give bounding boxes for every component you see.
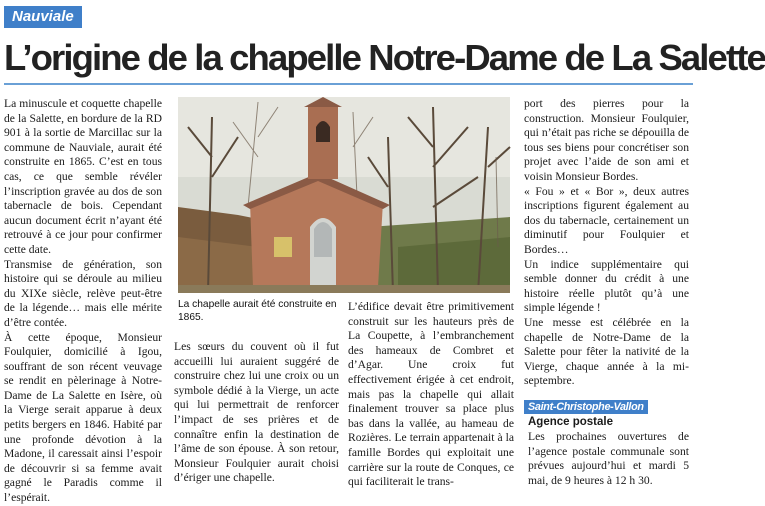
paragraph: Transmise de génération, son histoire qui se déroule au milieu du XIXe siècle, relève peut-être de la légende… mais elle mérite d’être contée. (4, 257, 162, 329)
paragraph: La minuscule et coquette chapelle de la Salette, en bordure de la RD 901 à la sortie de Marcillac sur la commune de Nauviale, aurait été construite en 1865. C’est en tous cas, ce que semble révéler l’inscription gravée au dos de son tabernacle de bois. Cependant aucun document écrit n’ayant été retrouvé à ce jour pour confirmer cette date. (4, 97, 162, 256)
chapel-photo (178, 97, 510, 293)
brief-location-tag: Saint-Christophe-Vallon (524, 400, 648, 414)
photo-caption: La chapelle aurait été construite en 1865. (178, 299, 337, 323)
paragraph: L’édifice devait être primitivement construit sur les hauteurs près de La Coupette, à l’embranchement des hameaux de Combret et d’Agar. Une croix fut effectivement érigée à cet endroit, mais pas la chapelle qui allait finalement trouver sa place plus bas dans la vallée, au hameau de Rozières. Le terrain appartenait à la famille Bordes qui exploitait une carrière sur la route de Conques, ce qui faciliterait le trans- (348, 300, 514, 489)
paragraph: Les prochaines ouvertures de l’agence postale communale sont prévues aujourd’hui et mardi 5 mai, de 9 heures à 12 h 30. (528, 430, 689, 487)
paragraph: Un indice supplémentaire qui semble donner du crédit à une histoire réelle plutôt qu’à une simple légende ! (524, 257, 689, 315)
headline-rule (4, 83, 693, 85)
article-column-4 (524, 97, 689, 397)
paragraph: port des pierres pour la construction. Monsieur Foulquier, qui n’était pas riche se dépouilla de tous ses biens pour concrétiser son projet avec l’aide de son ami et voisin Monsieur Bordes. (524, 97, 689, 183)
paragraph: Les sœurs du couvent où il fut accueilli lui auraient suggéré de construire chez lui une croix ou un symbole dédié à la Vierge, un acte qui lui permettrait de renforcer l’impact de ses prières et de connaître enfin la destination de l’âme de son épouse. À son retour, Monsieur Foulquier aurait choisi d’ériger une chapelle. (174, 340, 339, 485)
brief-text (528, 430, 689, 498)
article-column-2 (174, 340, 339, 500)
article-column-3 (348, 300, 514, 500)
section-tag: Nauviale (4, 6, 82, 28)
paragraph: À cette époque, Monsieur Foulquier, domicilié à Igou, souffrant de son récent veuvage se rendit en pèlerinage à Notre-Dame de La Salette en Isère, où la Vierge serait apparue à deux petits bergers en 1846. Habité par une profonde dévotion à la Madone, il caressait ainsi l’espoir de découvrir si sa femme avait gagné le Paradis comme il l’espérait. (4, 330, 162, 505)
paragraph: « Fou » et « Bor », deux autres inscriptions figurent également au dos du tabernacle, certainement un diminutif pour Foulquier et Bordes… (524, 184, 689, 256)
article-headline: L’origine de la chapelle Notre-Dame de La Salette (4, 37, 765, 78)
article-column-1 (4, 97, 162, 505)
paragraph: Une messe est célébrée en la chapelle de Notre-Dame de la Salette pour fêter la nativité de la Vierge, chaque année à la mi-septembre. (524, 315, 689, 388)
brief-title: Agence postale (528, 416, 613, 428)
